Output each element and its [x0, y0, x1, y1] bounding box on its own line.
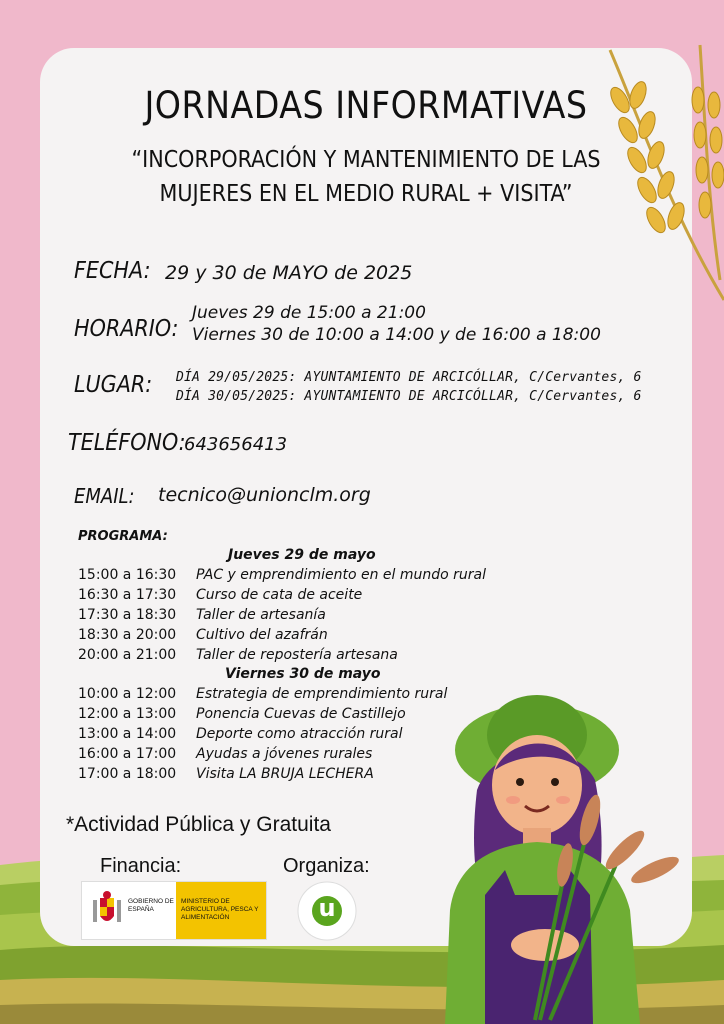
schedule-activity: Ponencia Cuevas de Castillejo: [196, 706, 406, 722]
organiza-label: Organiza:: [283, 855, 370, 877]
union-logo: [296, 880, 358, 942]
schedule-row: [78, 746, 372, 762]
programa-day-2: Viernes 30 de mayo: [225, 666, 381, 682]
page-title: JORNADAS INFORMATIVAS: [144, 84, 588, 127]
horario-line-1: Jueves 29 de 15:00 a 21:00: [192, 303, 426, 323]
schedule-row: [78, 587, 362, 603]
horario-line-2: Viernes 30 de 10:00 a 14:00 y de 16:00 a 18:00: [192, 325, 601, 345]
subtitle-line-2: MUJERES EN EL MEDIO RURAL + VISITA”: [159, 181, 573, 207]
schedule-time: 10:00 a 12:00: [78, 686, 177, 702]
schedule-time: 17:00 a 18:00: [78, 766, 177, 782]
schedule-time: 18:30 a 20:00: [78, 627, 177, 643]
schedule-row: [78, 706, 406, 722]
subtitle-line-1: “INCORPORACIÓN Y MANTENIMIENTO DE LAS: [131, 147, 601, 173]
email-link[interactable]: tecnico@unionclm.org: [158, 484, 371, 506]
schedule-time: 17:30 a 18:30: [78, 607, 177, 623]
gobierno-text: GOBIERNO DE ESPAÑA: [128, 898, 174, 913]
schedule-activity: Curso de cata de aceite: [196, 587, 363, 603]
schedule-row: [78, 567, 486, 583]
horario-label: HORARIO:: [74, 316, 179, 342]
schedule-row: [78, 686, 447, 702]
schedule-row: [78, 627, 328, 643]
financia-label: Financia:: [100, 855, 182, 877]
schedule-row: [78, 647, 398, 663]
actividad-nota: *Actividad Pública y Gratuita: [66, 813, 331, 836]
programa-day-1: Jueves 29 de mayo: [228, 547, 376, 563]
schedule-time: 15:00 a 16:30: [78, 567, 177, 583]
ministry-logo: [81, 881, 267, 940]
schedule-activity: Ayudas a jóvenes rurales: [196, 746, 373, 762]
lugar-line-1: DÍA 29/05/2025: AYUNTAMIENTO DE ARCICÓLLAR, C/Cervantes, 6: [176, 370, 642, 385]
schedule-activity: Cultivo del azafrán: [196, 627, 328, 643]
fecha-value: 29 y 30 de MAYO de 2025: [165, 262, 413, 284]
schedule-activity: Estrategia de emprendimiento rural: [196, 686, 448, 702]
programa-heading: PROGRAMA:: [78, 529, 168, 544]
page-subtitle: [40, 143, 692, 211]
schedule-activity: Deporte como atracción rural: [196, 726, 403, 742]
lugar-line-2: DÍA 30/05/2025: AYUNTAMIENTO DE ARCICÓLLAR, C/Cervantes, 6: [176, 389, 642, 404]
schedule-time: 16:30 a 17:30: [78, 587, 177, 603]
ministerio-text: MINISTERIO DE AGRICULTURA, PESCA Y ALIMENTACIÓN: [181, 898, 259, 921]
telefono-value: 643656413: [184, 434, 288, 455]
schedule-row: [78, 607, 326, 623]
schedule-activity: Taller de artesanía: [196, 607, 326, 623]
telefono-label: TELÉFONO:: [68, 430, 186, 456]
schedule-activity: Taller de repostería artesana: [196, 647, 398, 663]
schedule-row: [78, 766, 374, 782]
schedule-time: 13:00 a 14:00: [78, 726, 177, 742]
schedule-activity: PAC y emprendimiento en el mundo rural: [196, 567, 486, 583]
union-letter: u: [318, 894, 336, 922]
lugar-label: LUGAR:: [74, 372, 153, 398]
woman-farmer-illustration: [415, 680, 715, 1024]
schedule-row: [78, 726, 403, 742]
schedule-time: 16:00 a 17:00: [78, 746, 177, 762]
fecha-label: FECHA:: [74, 258, 151, 284]
spain-coat-of-arms-icon: [90, 890, 124, 930]
email-label: EMAIL:: [74, 484, 135, 508]
schedule-activity: Visita LA BRUJA LECHERA: [196, 766, 374, 782]
schedule-time: 20:00 a 21:00: [78, 647, 177, 663]
schedule-time: 12:00 a 13:00: [78, 706, 177, 722]
